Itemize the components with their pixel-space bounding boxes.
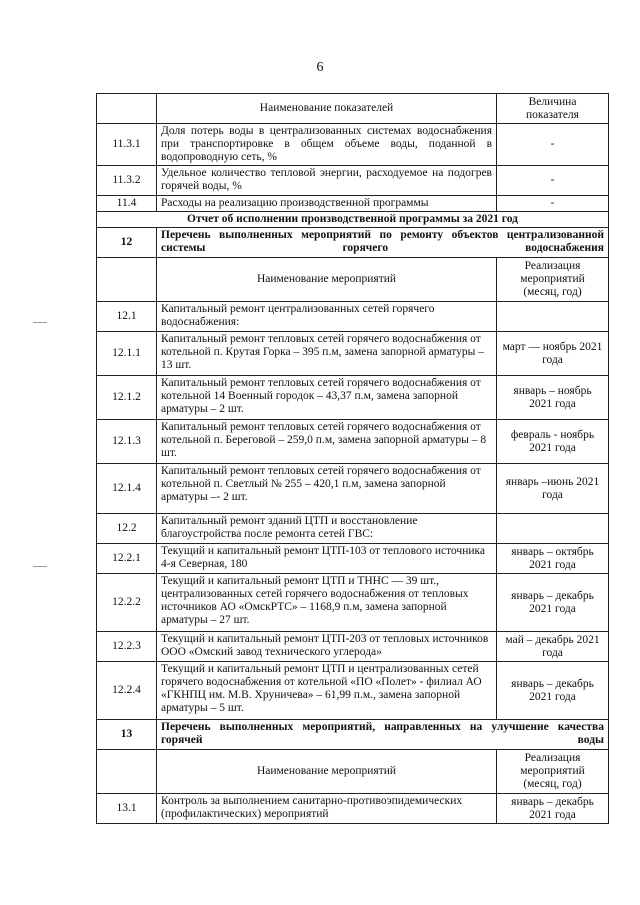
row-value: - [497,166,609,196]
row-value: - [497,124,609,166]
column-header-name: Наименование мероприятий [157,258,497,302]
row-number: 11.3.2 [97,166,157,196]
row-value: март — ноябрь 2021 года [497,332,609,376]
row-value: январь – октябрь 2021 года [497,544,609,574]
table-row [97,332,609,376]
row-text: Текущий и капитальный ремонт ЦТП и централизованных сетей горячего водоснабжения от котельной «ПО «Полет» - филиал АО «ГКНПЦ им. М.В. Хруничева» – 61,99 п.м., замена запорной арматуры – 5 шт. [157,662,497,720]
row-text: Текущий и капитальный ремонт ЦТП и ТННС — 39 шт., централизованных сетей горячего водоснабжения от тепловых источников АО «ОмскРТС» – 1168,9 п.м, замена запорной арматуры – 27 шт. [157,574,497,632]
column-header-value: Реализация мероприятий (месяц, год) [497,258,609,302]
section-title-row [97,228,609,258]
table-header-row [97,258,609,302]
table-row [97,632,609,662]
row-number: 12.1.2 [97,376,157,420]
row-value: январь – ноябрь 2021 года [497,376,609,420]
row-number: 11.3.1 [97,124,157,166]
row-text: Текущий и капитальный ремонт ЦТП-103 от теплового источника 4-я Северная, 180 [157,544,497,574]
blank-cell [97,258,157,302]
section-title-row [97,720,609,750]
row-value: январь – декабрь 2021 года [497,662,609,720]
row-text: Контроль за выполнением санитарно-противоэпидемических (профилактических) мероприятий [157,794,497,824]
row-value: февраль - ноябрь 2021 года [497,420,609,464]
table-header-row [97,750,609,794]
row-text: Капитальный ремонт тепловых сетей горячего водоснабжения от котельной п. Светлый № 255 – 420,1 п.м, замена запорной арматуры –- 2 шт. [157,464,497,514]
table-row [97,662,609,720]
row-number: 12.1.3 [97,420,157,464]
column-header-name: Наименование мероприятий [157,750,497,794]
column-header-value: Реализация мероприятий (месяц, год) [497,750,609,794]
table-row [97,544,609,574]
column-header-name: Наименование показателей [157,94,497,124]
section-title: Перечень выполненных мероприятий по ремонту объектов централизованной системы горячего водоснабжения [157,228,609,258]
row-number: 12.2.3 [97,632,157,662]
margin-mark [33,322,47,323]
row-text: Капитальный ремонт тепловых сетей горячего водоснабжения от котельной п. Береговой – 259,0 п.м, замена запорной арматуры – 8 шт. [157,420,497,464]
table-row [97,420,609,464]
blank-cell [97,94,157,124]
report-title-row [97,212,609,228]
table-row [97,514,609,544]
row-text: Текущий и капитальный ремонт ЦТП-203 от тепловых источников ООО «Омский завод технического углерода» [157,632,497,662]
report-table [96,93,609,824]
row-text: Расходы на реализацию производственной программы [157,196,497,212]
table-row [97,464,609,514]
table-row [97,574,609,632]
row-value: - [497,196,609,212]
row-text: Капитальный ремонт централизованных сетей горячего водоснабжения: [157,302,497,332]
table-row [97,166,609,196]
table-row [97,794,609,824]
row-value [497,514,609,544]
column-header-value: Величина показателя [497,94,609,124]
row-number: 12.2 [97,514,157,544]
row-number: 12.1.4 [97,464,157,514]
section-number: 12 [97,228,157,258]
blank-cell [97,750,157,794]
row-number: 11.4 [97,196,157,212]
row-value: май – декабрь 2021 года [497,632,609,662]
row-text: Доля потерь воды в централизованных системах водоснабжения при транспортировке в общем объеме воды, поданной в водопроводную сеть, % [157,124,497,166]
row-number: 13.1 [97,794,157,824]
report-title: Отчет об исполнении производственной программы за 2021 год [97,212,609,228]
page-number: 6 [316,60,324,75]
row-value: январь –июнь 2021 года [497,464,609,514]
table-row [97,302,609,332]
row-number: 12.2.1 [97,544,157,574]
table-row [97,124,609,166]
row-value: январь – декабрь 2021 года [497,794,609,824]
table-row [97,376,609,420]
section-title: Перечень выполненных мероприятий, направленных на улучшение качества горячей воды [157,720,609,750]
row-text: Капитальный ремонт тепловых сетей горячего водоснабжения от котельной п. Крутая Горка – 395 п.м, замена запорной арматуры – 13 шт. [157,332,497,376]
row-number: 12.1 [97,302,157,332]
row-value: январь – декабрь 2021 года [497,574,609,632]
row-number: 12.2.4 [97,662,157,720]
section-number: 13 [97,720,157,750]
margin-mark [33,566,47,567]
row-text: Удельное количество тепловой энергии, расходуемое на подогрев горячей воды, % [157,166,497,196]
row-text: Капитальный ремонт зданий ЦТП и восстановление благоустройства после ремонта сетей ГВС: [157,514,497,544]
row-value [497,302,609,332]
table-header-row [97,94,609,124]
row-text: Капитальный ремонт тепловых сетей горячего водоснабжения от котельной 14 Военный городок – 43,37 п.м, замена запорной арматуры – 2 шт. [157,376,497,420]
row-number: 12.2.2 [97,574,157,632]
row-number: 12.1.1 [97,332,157,376]
table-row [97,196,609,212]
